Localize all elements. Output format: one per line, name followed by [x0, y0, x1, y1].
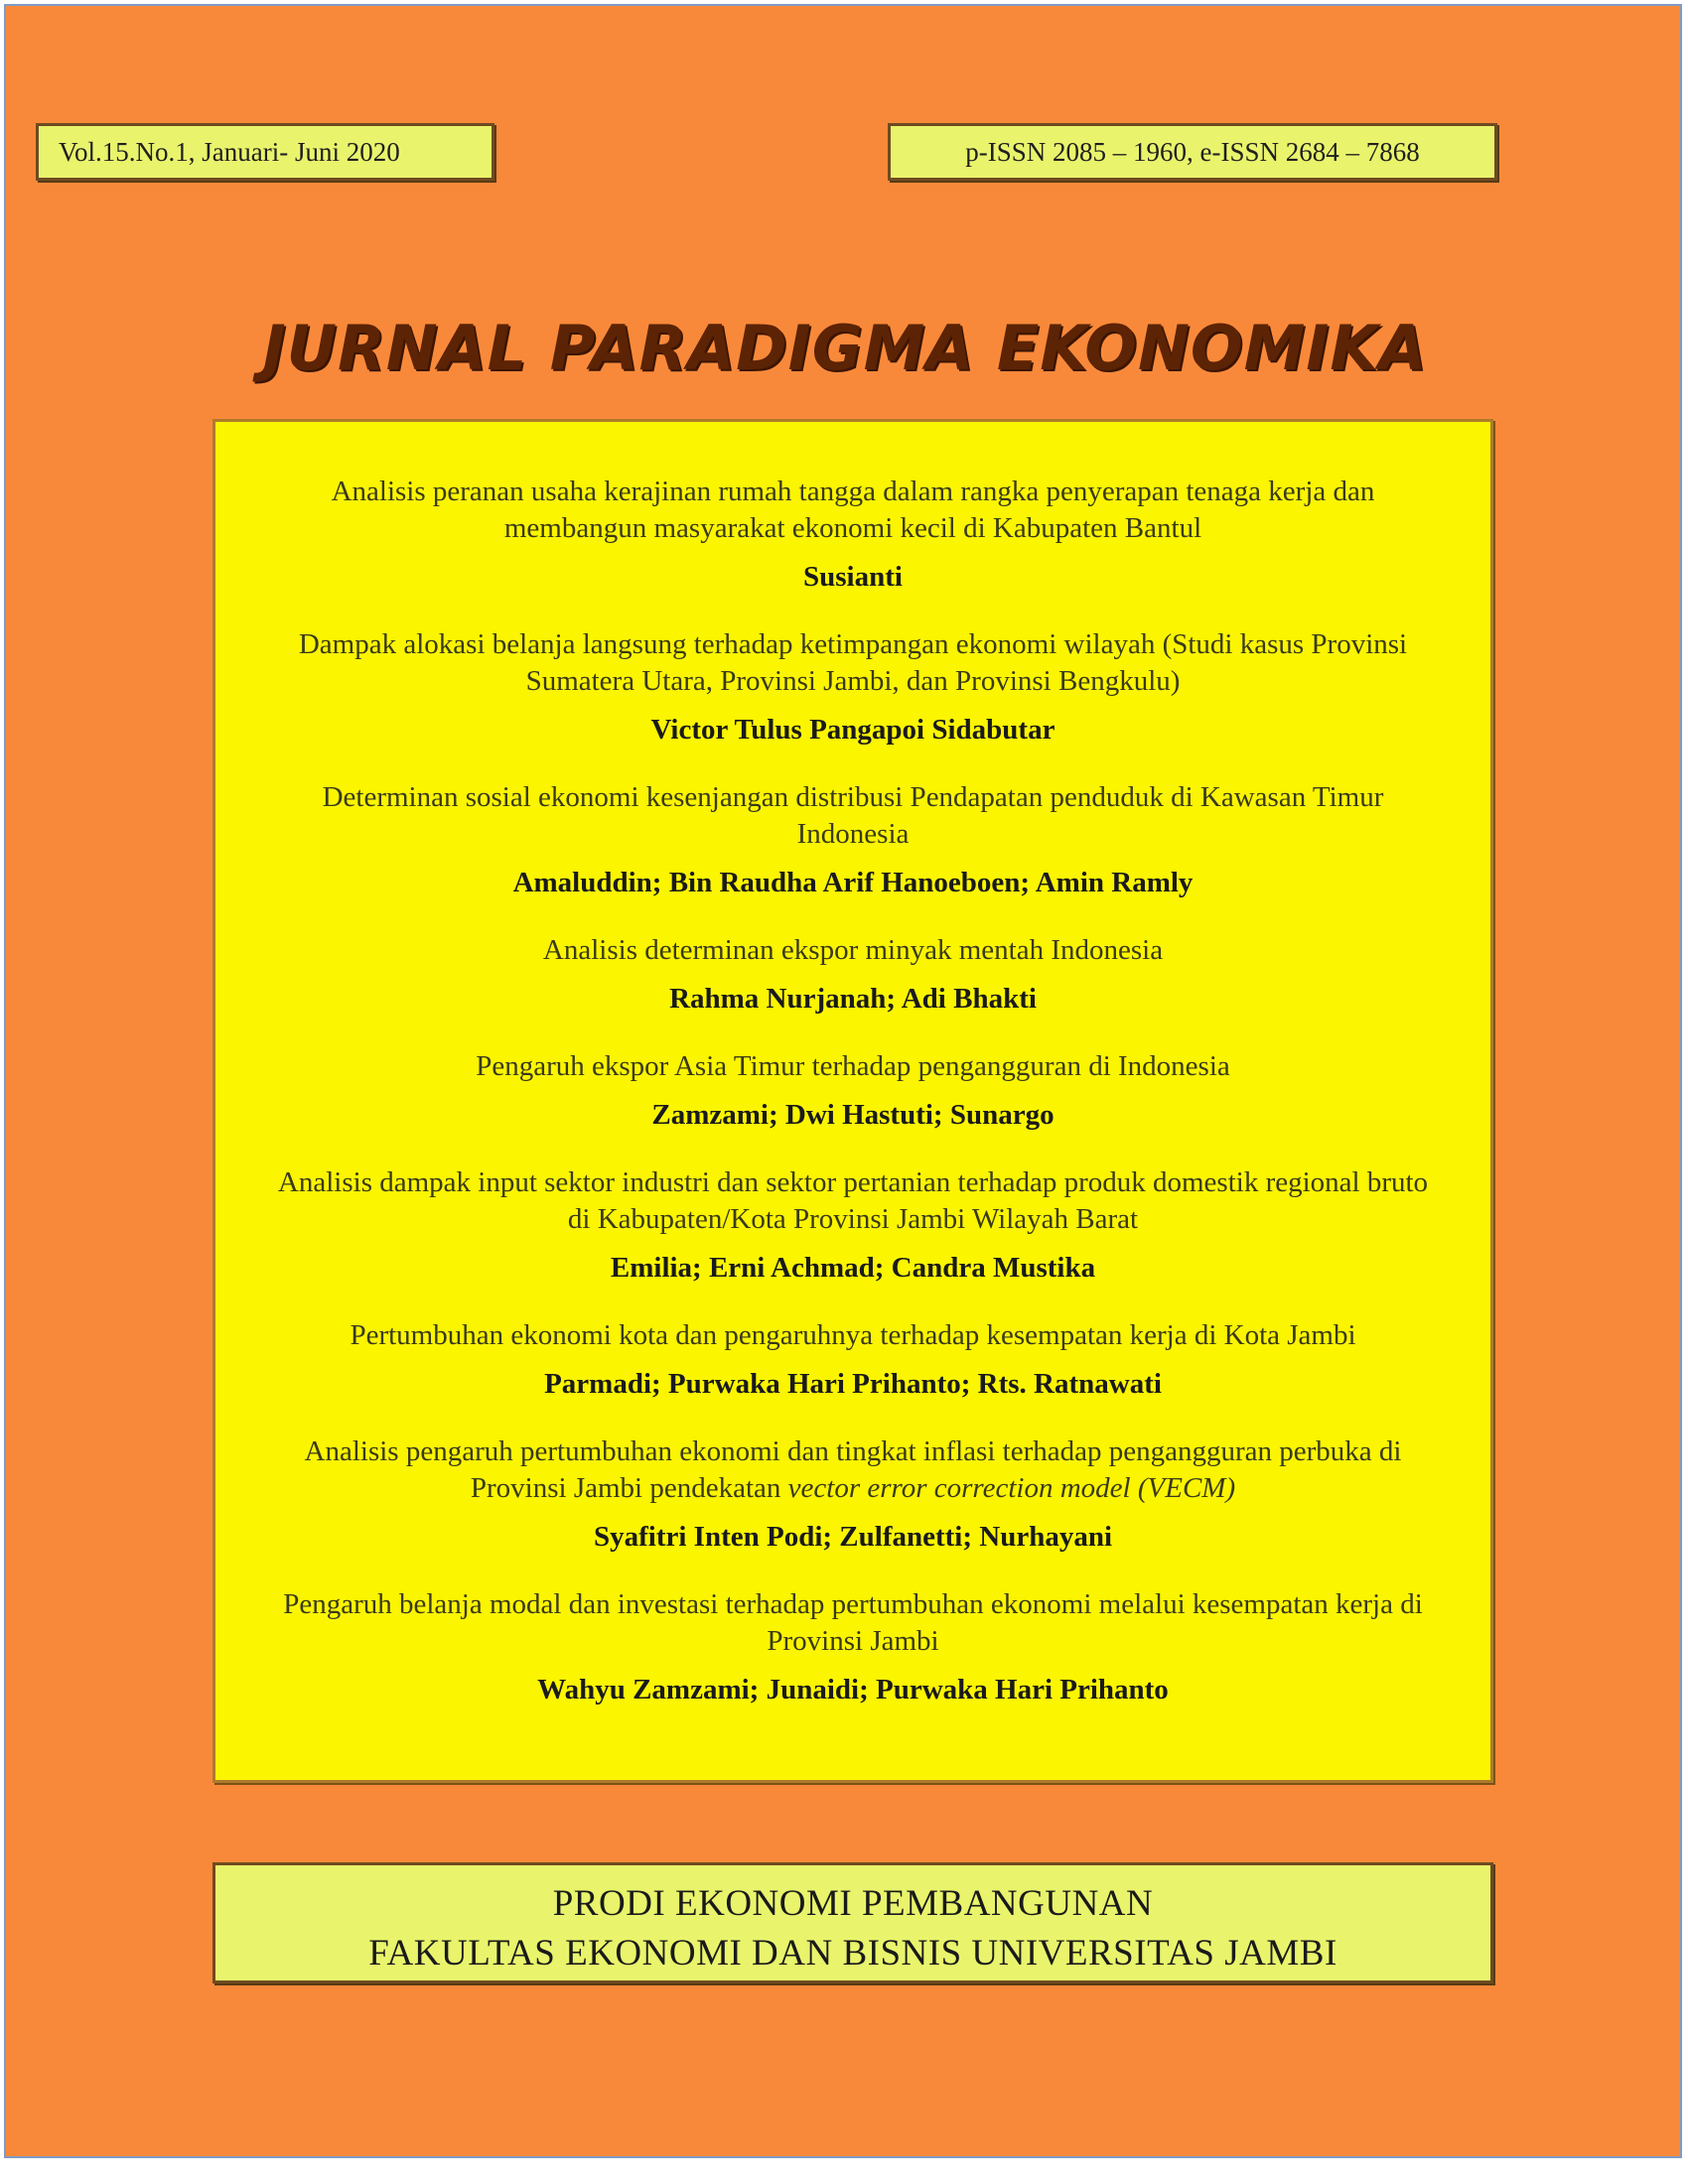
- article-title-text: Analisis pengaruh pertumbuhan ekonomi dan tingkat inflasi terhadap pengangguran perbuka di Provinsi Jambi pendekatan: [304, 1435, 1402, 1504]
- table-of-contents: [212, 419, 1493, 1783]
- publisher-faculty: FAKULTAS EKONOMI DAN BISNIS UNIVERSITAS JAMBI: [368, 1933, 1337, 1974]
- article-authors: Susianti: [803, 561, 903, 593]
- publisher-box: [212, 1862, 1493, 1983]
- article-title-italic: vector error correction model (VECM): [787, 1472, 1236, 1504]
- article-entry: [215, 1317, 1490, 1404]
- journal-title: JURNAL PARADIGMA EKONOMIKA: [262, 312, 1428, 384]
- article-title: [215, 1433, 1490, 1507]
- article-authors: Syafitri Inten Podi; Zulfanetti; Nurhayani: [593, 1521, 1113, 1553]
- volume-label: [36, 123, 494, 181]
- article-entry: [215, 932, 1490, 1019]
- article-authors: Wahyu Zamzami; Junaidi; Purwaka Hari Prihanto: [537, 1674, 1169, 1706]
- article-title: Pengaruh ekspor Asia Timur terhadap pengangguran di Indonesia: [476, 1050, 1230, 1082]
- article-entry: [215, 1433, 1490, 1557]
- volume-text: Vol.15.No.1, Januari- Juni 2020: [59, 136, 400, 167]
- journal-cover: [4, 4, 1682, 2158]
- article-title: Analisis peranan usaha kerajinan rumah tangga dalam rangka penyerapan tenaga kerja dan membangun masyarakat ekonomi kecil di Kabupaten Bantul: [331, 476, 1375, 544]
- article-authors: Zamzami; Dwi Hastuti; Sunargo: [651, 1099, 1055, 1131]
- article-entry: [215, 474, 1490, 597]
- article-authors: Amaluddin; Bin Raudha Arif Hanoeboen; Amin Ramly: [512, 867, 1194, 898]
- article-entry: [215, 779, 1490, 902]
- article-title: Pertumbuhan ekonomi kota dan pengaruhnya terhadap kesempatan kerja di Kota Jambi: [350, 1319, 1356, 1351]
- article-title: Analisis dampak input sektor industri dan sektor pertanian terhadap produk domestik regional bruto di Kabupaten/Kota Provinsi Jambi Wilayah Barat: [277, 1166, 1429, 1235]
- article-authors: Parmadi; Purwaka Hari Prihanto; Rts. Ratnawati: [544, 1368, 1162, 1400]
- article-authors: Rahma Nurjanah; Adi Bhakti: [669, 983, 1037, 1015]
- article-entry: [215, 1048, 1490, 1135]
- article-entry: [215, 626, 1490, 750]
- issn-text: p-ISSN 2085 – 1960, e-ISSN 2684 – 7868: [965, 136, 1420, 167]
- article-authors: Victor Tulus Pangapoi Sidabutar: [650, 714, 1055, 746]
- article-title: Pengaruh belanja modal dan investasi terhadap pertumbuhan ekonomi melalui kesempatan kerja di Provinsi Jambi: [283, 1588, 1423, 1657]
- issn-label: [888, 123, 1497, 181]
- article-entry: [215, 1586, 1490, 1709]
- article-title: Determinan sosial ekonomi kesenjangan distribusi Pendapatan penduduk di Kawasan Timur Indonesia: [322, 781, 1384, 850]
- article-title: Dampak alokasi belanja langsung terhadap ketimpangan ekonomi wilayah (Studi kasus Provinsi Sumatera Utara, Provinsi Jambi, dan Provinsi Bengkulu): [298, 628, 1408, 697]
- article-entry: [215, 1164, 1490, 1288]
- article-title: Analisis determinan ekspor minyak mentah Indonesia: [542, 934, 1164, 966]
- article-authors: Emilia; Erni Achmad; Candra Mustika: [610, 1252, 1096, 1284]
- publisher-program: PRODI EKONOMI PEMBANGUNAN: [552, 1883, 1154, 1924]
